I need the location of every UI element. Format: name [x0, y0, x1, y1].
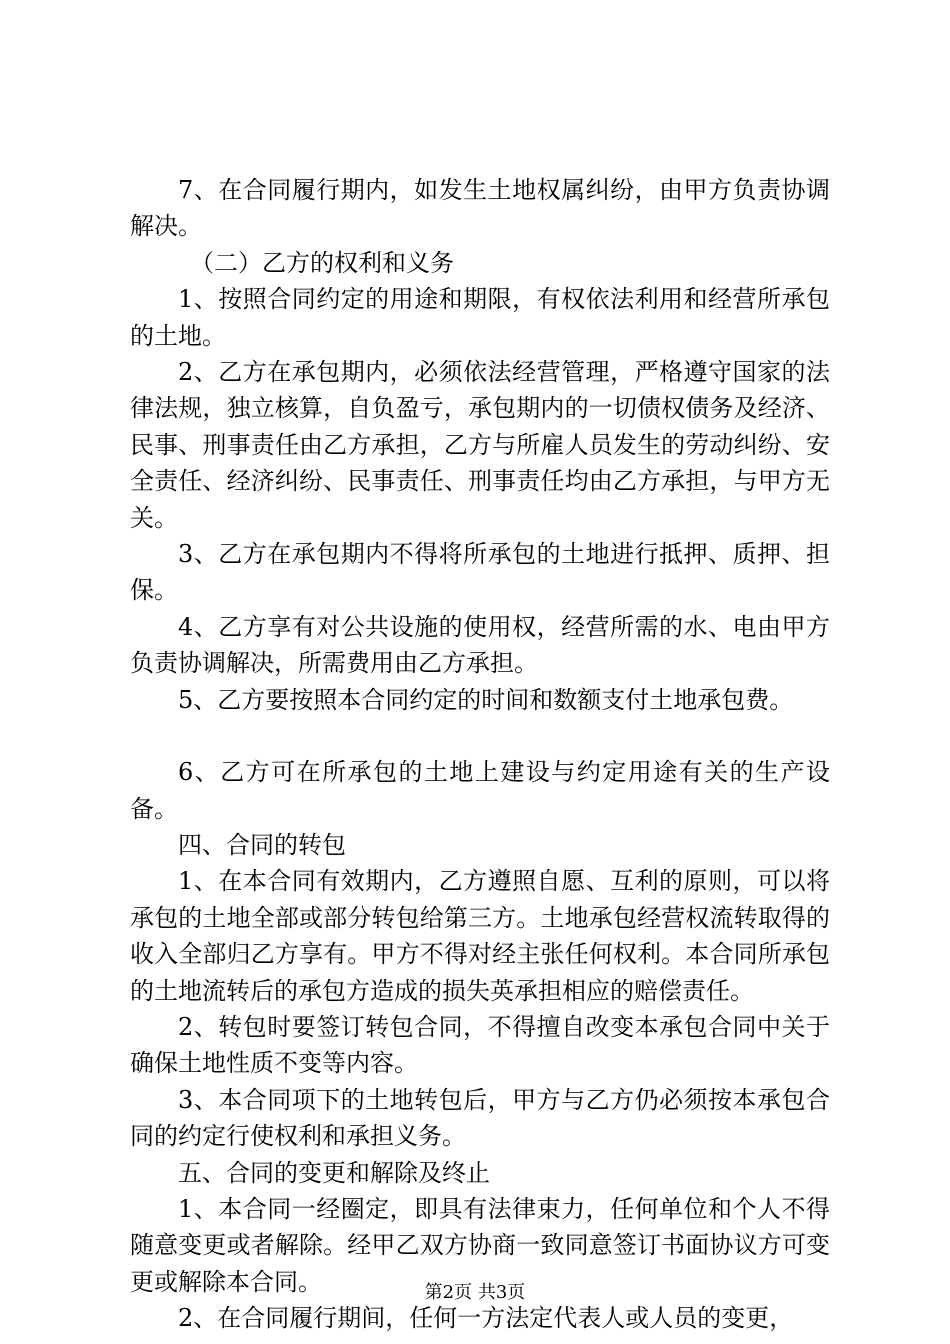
- paragraph: 3、乙方在承包期内不得将所承包的土地进行抵押、质押、担保。: [130, 540, 830, 605]
- paragraph: 3、本合同项下的土地转包后，甲方与乙方仍必须按本承包合同的约定行使权利和承担义务。: [130, 1085, 830, 1151]
- paragraph: 7、在合同履行期内，如发生土地权属纠纷，由甲方负责协调解决。: [130, 176, 830, 241]
- document-body: [130, 172, 830, 1337]
- paragraph: 6、乙方可在所承包的土地上建设与约定用途有关的生产设备。: [130, 758, 830, 823]
- page-number: 第2页 共3页: [424, 1282, 526, 1303]
- paragraph: 1、本合同一经圈定，即具有法律束力，任何单位和个人不得随意变更或者解除。经甲乙双方协商一致同意签订书面协议方可变更或解除本合同。: [130, 1194, 830, 1296]
- blank-line: [130, 718, 830, 754]
- section-heading: 四、合同的转包: [178, 830, 346, 859]
- paragraph: 2、转包时要签订转包合同，不得擅自改变本承包合同中关于确保土地性质不变等内容。: [130, 1012, 830, 1078]
- paragraph: 2、在合同履行期间，任何一方法定代表人或人员的变更，: [178, 1304, 794, 1333]
- section-heading: 五、合同的变更和解除及终止: [178, 1158, 490, 1187]
- paragraph: 1、按照合同约定的用途和期限，有权依法利用和经营所承包的土地。: [130, 285, 830, 350]
- paragraph: 4、乙方享有对公共设施的使用权，经营所需的水、电由甲方负责协调解决，所需费用由乙方承担。: [130, 612, 830, 678]
- paragraph: 2、乙方在承包期内，必须依法经营管理，严格遵守国家的法律法规，独立核算，自负盈亏，承包期内的一切债权债务及经济、民事、刑事责任由乙方承担，乙方与所雇人员发生的劳动纠纷、安全责任、经济纠纷、民事责任、刑事责任均由乙方承担，与甲方无关。: [130, 358, 830, 532]
- paragraph: 5、乙方要按照本合同约定的时间和数额支付土地承包费。: [178, 685, 794, 714]
- page-footer: [0, 1278, 950, 1304]
- subsection-heading: （二）乙方的权利和义务: [190, 248, 454, 277]
- paragraph: 1、在本合同有效期内，乙方遵照自愿、互利的原则，可以将承包的土地全部或部分转包给第三方。土地承包经营权流转取得的收入全部归乙方享有。甲方不得对经主张任何权利。本合同所承包的土地流转后的承包方造成的损失英承担相应的赔偿责任。: [130, 867, 830, 1005]
